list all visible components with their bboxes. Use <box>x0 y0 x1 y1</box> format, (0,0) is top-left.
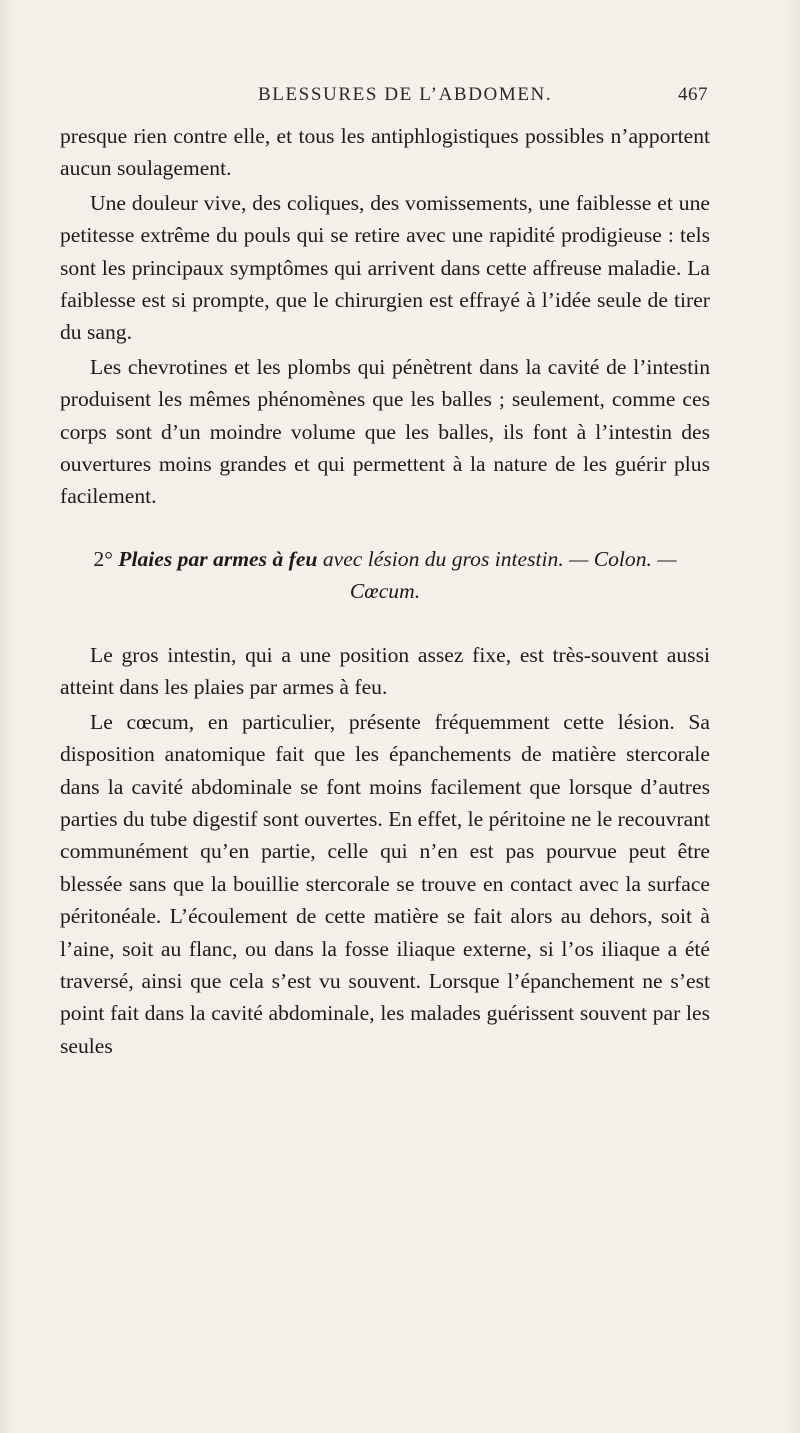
running-head <box>258 84 708 114</box>
paragraph-3: Les chevrotines et les plombs qui pénètrent dans la cavité de l’intestin produisent les mêmes phénomènes que les balles ; seulement, comme ces corps sont d’un moindre volume que les balles, ils font à l’intestin des ouvertures moins grandes et qui permettent à la nature de les guérir plus facilement. <box>60 354 710 509</box>
running-head-title: BLESSURES DE L’ABDOMEN. <box>258 84 553 105</box>
paragraph-4: Le gros intestin, qui a une position assez fixe, est très-souvent aussi atteint dans les plaies par armes à feu. <box>60 642 710 700</box>
body-text <box>60 120 710 1062</box>
section-heading-bold: Plaies par armes à feu <box>118 546 318 571</box>
page-number: 467 <box>678 84 708 105</box>
paragraph-1: presque rien contre elle, et tous les antiphlogistiques possibles n’apportent aucun soulagement. <box>60 124 710 181</box>
section-heading <box>60 543 710 607</box>
section-number: 2° <box>93 546 113 571</box>
section-heading-rest: avec lésion du gros intestin. — Colon. — Cœcum. <box>317 546 677 603</box>
paragraph-2: Une douleur vive, des coliques, des vomissements, une faiblesse et une petitesse extrême du pouls qui se retire avec une rapidité prodigieuse : tels sont les principaux symptômes qui arrivent dans cette affreuse maladie. La faiblesse est si prompte, que le chirurgien est effrayé à l’idée seule de tirer du sang. <box>60 190 710 345</box>
paragraph-5: Le cœcum, en particulier, présente fréquemment cette lésion. Sa disposition anatomique fait que les épanchements de matière stercorale dans la cavité abdominale se font moins facilement que lorsque d’autres parties du tube digestif sont ouvertes. En effet, le péritoine ne le recouvrant communément qu’en partie, celle qui n’en est pas pourvue peut être blessée sans que la bouillie stercorale se trouve en contact avec la surface péritonéale. L’écoulement de cette matière se fait alors au dehors, soit à l’aine, soit au flanc, ou dans la fosse iliaque externe, si l’os iliaque a été traversé, ainsi que cela s’est vu souvent. Lorsque l’épanchement ne s’est point fait dans la cavité abdominale, les malades guérissent souvent par les seules <box>60 709 710 1058</box>
